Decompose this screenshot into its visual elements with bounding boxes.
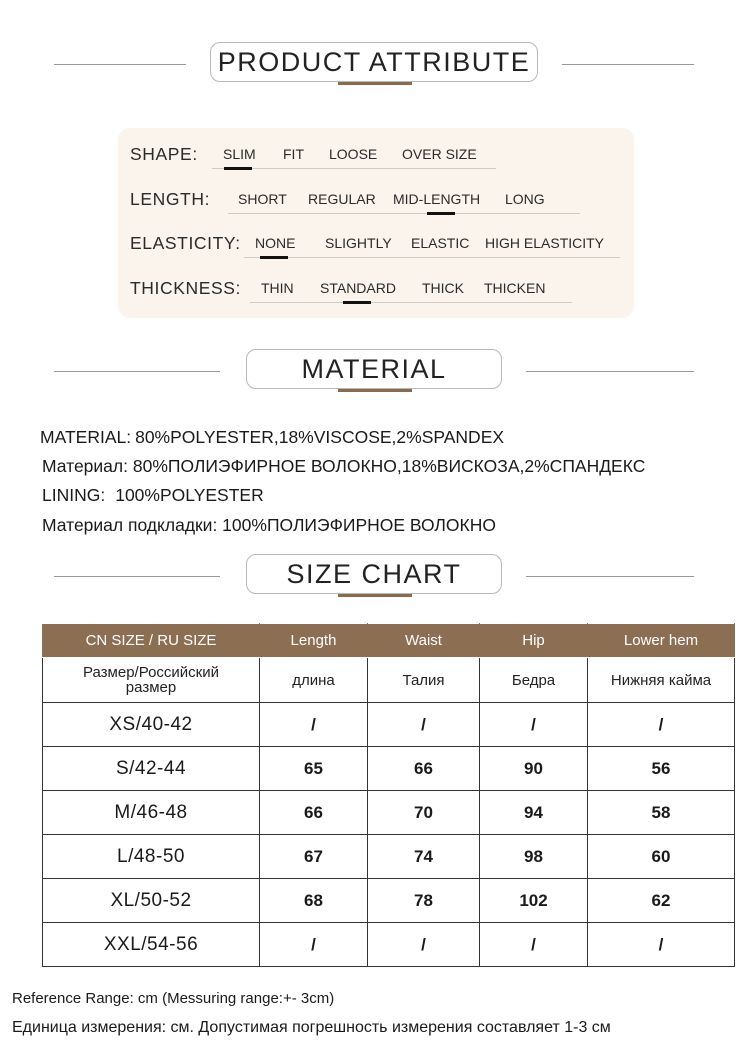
attribute-row-shape [118,142,634,170]
table-header-ru-row [43,658,735,703]
attribute-option: THICKEN [484,280,546,296]
reference-note-ru: Единица измерения: см. Допустимая погрешность измерения составляет 1-3 см [12,1019,611,1036]
attribute-baseline [244,257,620,258]
heading-underbar [338,82,412,85]
selected-marker [260,256,288,259]
table-header-row [43,624,735,658]
size-cell: M/46-48 [43,791,260,835]
attribute-label: SHAPE: [130,144,198,164]
heading-underbar [338,594,412,597]
table-cell: / [368,923,480,967]
table-header-ru-cell: Бедра [480,658,588,703]
table-cell: 65 [260,747,368,791]
table-header-ru-cell: Талия [368,658,480,703]
attribute-option: HIGH ELASTICITY [485,235,605,251]
table-row [43,835,735,879]
table-row [43,703,735,747]
attribute-option: LOOSE [329,146,378,162]
attribute-option: SLIGHTLY [325,235,392,251]
divider [526,371,694,372]
table-cell: / [480,923,588,967]
size-cell: XXL/54-56 [43,923,260,967]
attribute-label: THICKNESS: [130,278,242,298]
attribute-option: NONE [255,235,296,251]
table-cell: / [480,703,588,747]
heading-text: PRODUCT ATTRIBUTE [217,46,531,77]
divider [54,576,220,577]
material-heading [0,349,750,409]
attribute-option: ELASTIC [411,235,470,251]
divider [562,64,694,65]
attribute-option: STANDARD [320,280,396,296]
table-cell: / [368,703,480,747]
attribute-option: THICK [422,280,464,296]
material-line [40,427,504,448]
table-cell: 78 [368,879,480,923]
attribute-option: FIT [283,146,304,162]
table-header-cell: CN SIZE / RU SIZE [43,624,260,658]
attribute-option: SLIM [223,146,256,162]
heading-pill [246,554,502,594]
material-value: 80%POLYESTER,18%VISCOSE,2%SPANDEX [135,427,505,447]
table-cell: 74 [368,835,480,879]
attribute-baseline [228,213,580,214]
table-cell: 62 [588,879,735,923]
table-cell: 70 [368,791,480,835]
product-attribute-heading [0,42,750,102]
reference-note: Reference Range: cm (Messuring range:+- 3cm) [12,990,335,1007]
lining-ru-line: Материал подкладки: 100%ПОЛИЭФИРНОЕ ВОЛОКНО [42,515,496,535]
table-cell: 90 [480,747,588,791]
heading-pill [246,349,502,389]
attribute-option: THIN [261,280,294,296]
table-cell: / [588,703,735,747]
heading-text: MATERIAL [301,353,447,384]
table-header-cell: Waist [368,624,480,658]
table-header-ru-cell: Нижняя кайма [588,658,735,703]
heading-text: SIZE CHART [286,558,462,589]
attribute-option: LONG [505,191,545,207]
size-cell: XS/40-42 [43,703,260,747]
attribute-row-thickness [118,276,634,304]
table-cell: 67 [260,835,368,879]
selected-marker [427,212,455,215]
table-cell: 94 [480,791,588,835]
attribute-option: OVER SIZE [402,146,477,162]
material-label: MATERIAL: [40,427,132,447]
table-cell: 68 [260,879,368,923]
attribute-panel [118,128,634,318]
table-cell: 60 [588,835,735,879]
attribute-baseline [212,168,496,169]
attribute-row-length [118,187,634,215]
heading-underbar [338,389,412,392]
table-row [43,879,735,923]
attribute-label: ELASTICITY: [130,233,241,253]
size-cell: S/42-44 [43,747,260,791]
table-cell: / [588,923,735,967]
table-cell: 56 [588,747,735,791]
size-chart-table [42,623,735,967]
heading-pill [210,42,538,82]
table-header-ru-cell: длина [260,658,368,703]
attribute-option: REGULAR [308,191,376,207]
table-cell: 102 [480,879,588,923]
table-row [43,747,735,791]
selected-marker [343,301,371,304]
attribute-option: SHORT [238,191,287,207]
table-header-cell: Hip [480,624,588,658]
attribute-option: MID-LENGTH [393,191,481,207]
table-cell: / [260,703,368,747]
lining-label: LINING: [42,485,106,505]
table-header-ru-cell: Размер/Российский размер [43,658,260,703]
lining-line [42,485,264,506]
table-cell: 58 [588,791,735,835]
table-row [43,923,735,967]
table-cell: 98 [480,835,588,879]
attribute-row-elasticity [118,231,634,259]
divider [54,64,186,65]
size-chart-heading [0,554,750,614]
table-cell: / [260,923,368,967]
size-cell: XL/50-52 [43,879,260,923]
attribute-label: LENGTH: [130,189,211,209]
divider [526,576,694,577]
divider [54,371,220,372]
table-row [43,791,735,835]
attribute-baseline [250,302,572,303]
table-header-cell: Lower hem [588,624,735,658]
table-cell: 66 [260,791,368,835]
table-cell: 66 [368,747,480,791]
table-header-cell: Length [260,624,368,658]
material-ru-line: Материал: 80%ПОЛИЭФИРНОЕ ВОЛОКНО,18%ВИСКОЗА,2%СПАНДЕКС [42,456,646,476]
lining-value: 100%POLYESTER [115,485,264,505]
size-cell: L/48-50 [43,835,260,879]
selected-marker [224,167,252,170]
